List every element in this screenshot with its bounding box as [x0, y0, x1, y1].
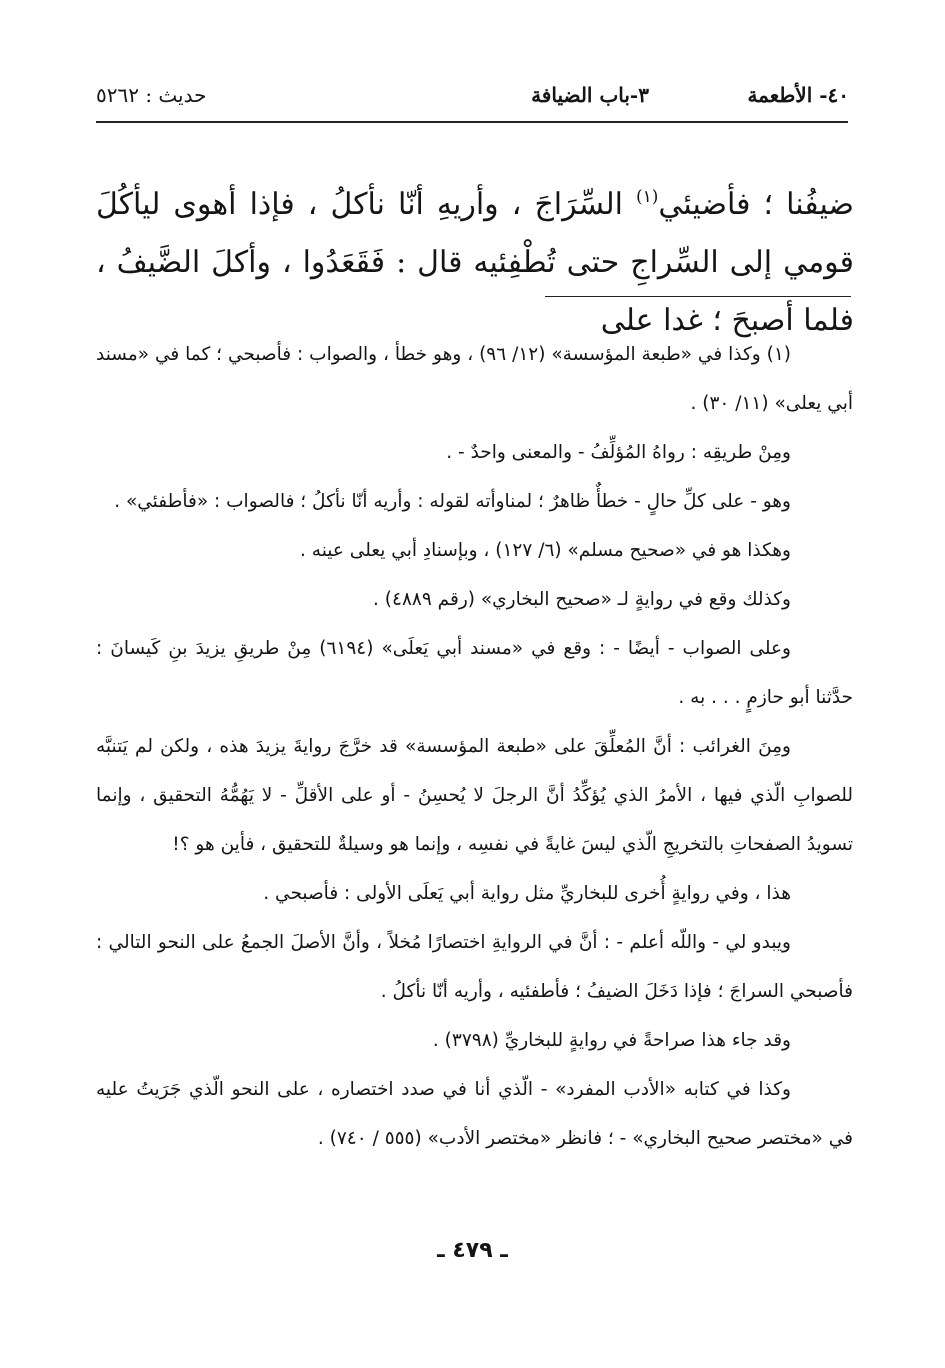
footnote-paragraph: وكذلك وقع في روايةٍ لـ «صحيح البخاري» (رقم ٤٨٨٩) . — [373, 589, 791, 610]
footnote-paragraph: وهكذا هو في «صحيح مسلم» (٦/ ١٢٧) ، وبإسنادِ أبي يعلى عينه . — [300, 540, 791, 561]
header-rule — [96, 121, 848, 123]
footnote-separator — [545, 296, 851, 297]
chapter-title: ٤٠- الأطعمة — [747, 83, 849, 107]
footnote-paragraph: وعلى الصواب - أيضًا - : وقع في «مسند أبي يَعلَى» (٦١٩٤) مِنْ طريقِ يزيدَ بنِ كَيسانَ : حدَّثنا أبو حازمٍ . . . به . — [96, 638, 853, 708]
footnote-paragraph: وهو - على كلِّ حالٍ - خطأٌ ظاهرٌ ؛ لمناوأته لقوله : وأريه أنّا نأكلُ ؛ فالصواب : «فأطفئي» . — [114, 491, 791, 512]
footnote-marker: (١) — [635, 187, 659, 207]
section-title: ٣-باب الضيافة — [531, 83, 649, 107]
footnote-paragraph: وكذا في كتابه «الأدب المفرد» - الّذي أنا في صدد اختصاره ، على النحو الّذي جَرَيتُ عليه في «مختصر صحيح البخاري» - ؛ فانظر «مختصر الأدب» (٥٥٥ / ٧٤٠) . — [96, 1079, 853, 1149]
hadith-text-part-1: ضيفُنا ؛ فأضيئي — [658, 187, 854, 222]
hadith-text-part-2: السِّرَاجَ ، وأريهِ أنّا نأكلُ ، فإذا أهوى ليأكُلَ قومي إلى السِّراجِ حتى تُطْفِئيه قال : فَقَعَدُوا ، وأكلَ الضَّيفُ ، فلما أصبحَ ؛ غدا على — [96, 187, 854, 338]
running-header — [96, 83, 849, 119]
hadith-reference: حديث : ٥٢٦٢ — [96, 83, 207, 107]
footnote-paragraph: ويبدو لي - واللّه أعلم - : أنَّ في الروايةِ اختصارًا مُخلاً ، وأنَّ الأصلَ الجمعُ على النحو التالي : فأصبحي السراجَ ؛ فإذا دَخَلَ الضيفُ ؛ فأطفئيه ، وأريه أنّا نأكلُ . — [96, 932, 853, 1002]
hadith-text — [96, 168, 854, 350]
footnotes — [96, 330, 853, 1163]
footnote-paragraph: ومِنْ طريقِه : رواهُ المُؤلِّفُ - والمعنى واحدٌ - . — [446, 442, 791, 463]
hadith-paragraph — [96, 168, 854, 350]
footnote-1: (١) وكذا في «طبعة المؤسسة» (١٢/ ٩٦) ، وهو خطأ ، والصواب : فأصبحي ؛ كما في «مسند أبي يعلى» (١١/ ٣٠) . — [96, 344, 853, 414]
page-number: ـ ٤٧٩ ـ — [437, 1238, 508, 1263]
footnote-paragraph: ومِنَ الغرائب : أنَّ المُعلِّقَ على «طبعة المؤسسة» قد خرَّجَ روايةَ يزيدَ هذه ، ولكن لم يَتنبَّه للصوابِ الّذي فيها ، الأمرُ الذي يُؤكِّدُ أنَّ الرجلَ لا يُحسِنُ - أو على الأقلِّ - لا يَهُمُّهُ التحقيق ، وإنما تسويدُ الصفحاتِ بالتخريجِ الّذي ليسَ غايةً في نفسِه ، وإنما هو وسيلةٌ للتحقيق ، فأين هو ؟! — [96, 736, 853, 855]
footnote-paragraph: هذا ، وفي روايةٍ أُخرى للبخاريِّ مثل رواية أبي يَعلَى الأولى : فأصبحي . — [263, 883, 791, 904]
footnote-paragraph: وقد جاء هذا صراحةً في روايةٍ للبخاريِّ (٣٧٩٨) . — [432, 1030, 791, 1051]
